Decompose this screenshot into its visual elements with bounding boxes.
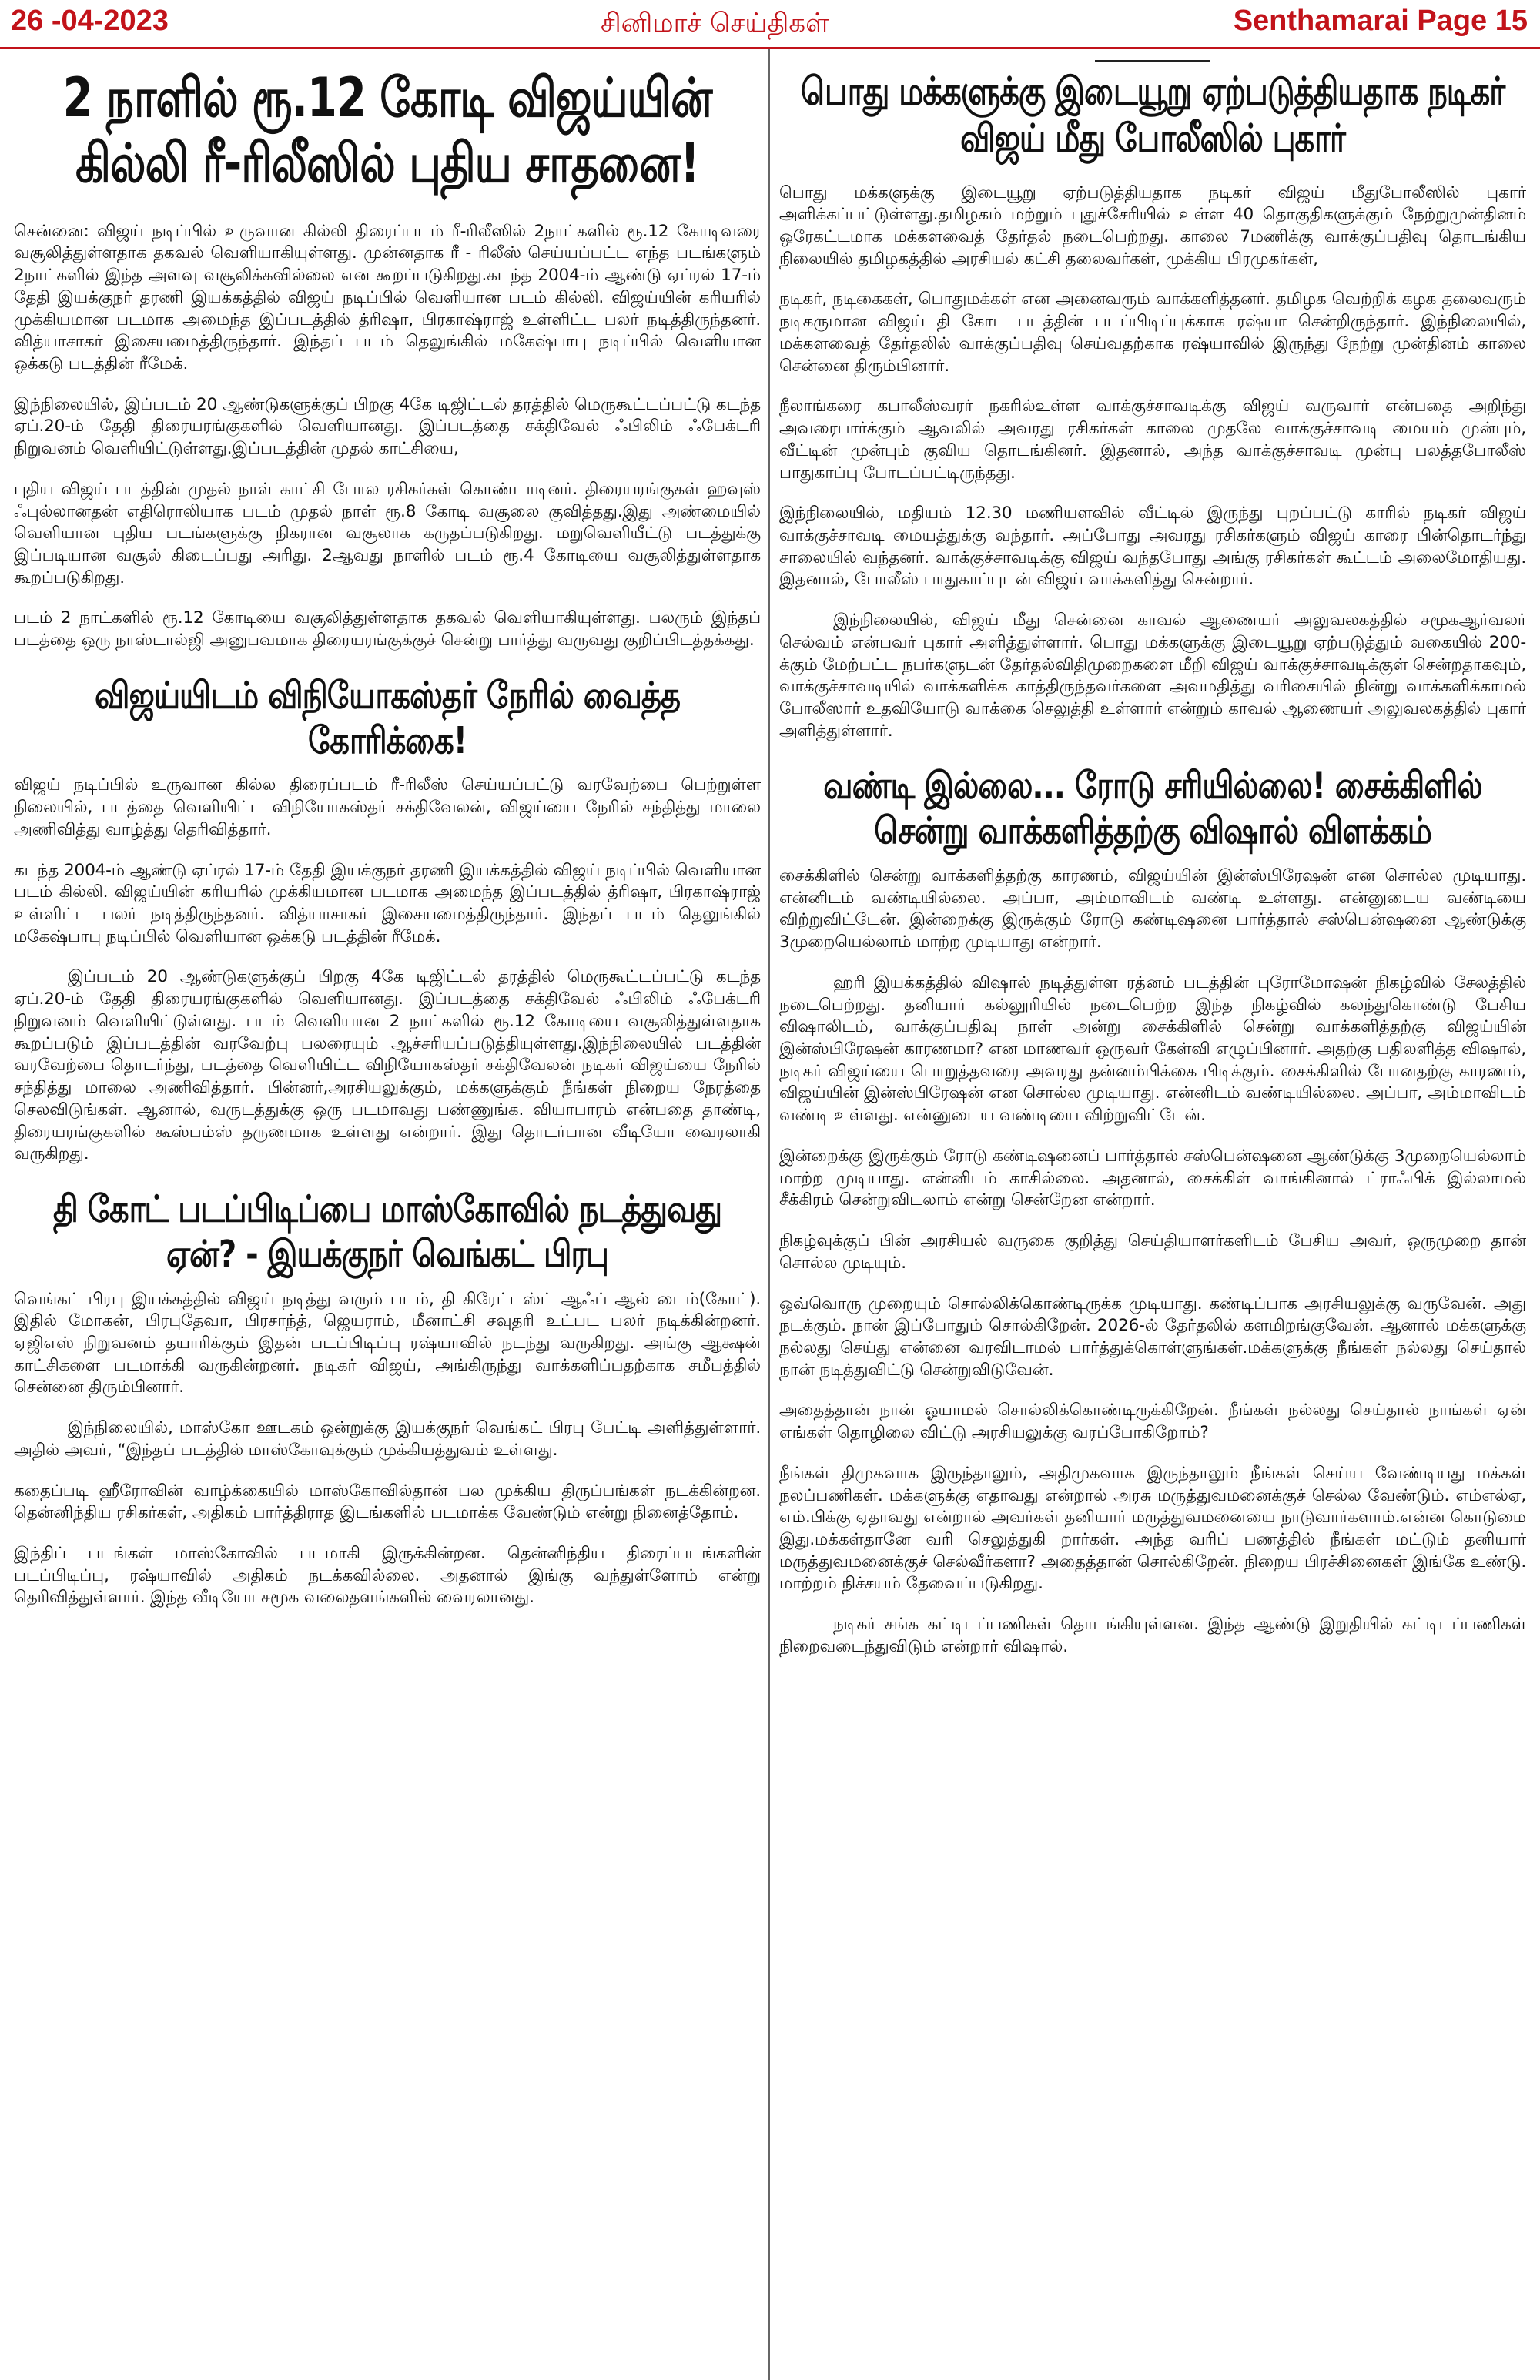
article-paragraph: இந்திப் படங்கள் மாஸ்கோவில் படமாகி இருக்கின்றன. தென்னிந்திய திரைப்படங்களின் படப்பிடிப்பு, ரஷ்யாவில் அதிகம் நடக்கவில்லை. அதனால் இங்கு வந்துள்ளோம் என்று தெரிவித்துள்ளார். இந்த வீடியோ சமூக வலைதளங்களில் வைரலானது.	[14, 1544, 761, 1608]
article-paragraph: சென்னை: விஜய் நடிப்பில் உருவான கில்லி திரைப்படம் ரீ-ரிலீஸில் 2நாட்களில் ரூ.12 கோடிவரை வசூலித்துள்ளதாக தகவல் வெளியாகியுள்ளது. முன்னதாக ரீ - ரிலீஸ் செய்யப்பட்ட எந்த படங்களும் 2நாட்களில் இந்த அளவு வசூலிக்கவில்லை என கூறப்படுகிறது.கடந்த 2004-ம் ஆண்டு ஏப்ரல் 17-ம் தேதி இயக்குநர் தரணி இயக்கத்தில் விஜய் நடிப்பில் வெளியான படம் கில்லி. விஜய்யின் கரியரில் முக்கியமான படமாக அமைந்த இப்படத்தில் த்ரிஷா, பிரகாஷ்ராஜ் உள்ளிட்ட பலர் நடித்திருந்தனர். வித்யாசாகர் இசையமைத்திருந்தார். இந்தப் படம் தெலுங்கில் மகேஷ்பாபு நடிப்பில் வெளியான ஒக்கடு படத்தின் ரீமேக்.	[14, 221, 761, 373]
headline-ghilli-rerelease: 2 நாளில் ரூ.12 கோடி விஜய்யின் கில்லி ரீ-ரிலீஸில் புதிய சாதனை!	[62, 67, 712, 196]
article-paragraph: நடிகர் சங்க கட்டிடப்பணிகள் தொடங்கியுள்ளன. இந்த ஆண்டு இறுதியில் கட்டிடப்பணிகள் நிறைவடைந்துவிடும் என்றார் விஷால்.	[779, 1615, 1526, 1656]
article-paragraph: இந்நிலையில், மாஸ்கோ ஊடகம் ஒன்றுக்கு இயக்குநர் வெங்கட் பிரபு பேட்டி அளித்துள்ளார். அதில் அவர், “இந்தப் படத்தில் மாஸ்கோவுக்கும் முக்கியத்துவம் உள்ளது.	[14, 1418, 761, 1460]
article-paragraph: இந்நிலையில், மதியம் 12.30 மணியளவில் வீட்டில் இருந்து புறப்பட்டு காரில் நடிகர் விஜய் வாக்குச்சாவடி மையத்துக்கு வந்தார். அப்போது அவரது ரசிகர்களும் விஜய் காரை பின்தொடர்ந்து சாலையில் வந்தனர். வாக்குச்சாவடிக்கு விஜய் வந்தபோது அங்கு ரசிகர்கள் கூட்டம் அலைமோதியது. இதனால், போலீஸ் பாதுகாப்புடன் விஜய் வாக்களித்து சென்றார்.	[779, 504, 1526, 590]
article-paragraph: நிகழ்வுக்குப் பின் அரசியல் வருகை குறித்து செய்தியாளர்களிடம் பேசிய அவர், ஒருமுறை தான் சொல்ல முடியும்.	[779, 1231, 1526, 1273]
headline-distributor-request: விஜய்யிடம் விநியோகஸ்தர் நேரில் வைத்த கோரிக்கை!	[94, 675, 681, 762]
article-paragraph: நடிகர், நடிகைகள், பொதுமக்கள் என அனைவரும் வாக்களித்தனர். தமிழக வெற்றிக் கழக தலைவரும் நடிகருமான விஜய் தி கோட படத்தின் படப்பிடிப்புக்காக ரஷ்யா சென்றிருந்தார். இந்நிலையில், மக்களவைத் தேர்தலில் வாக்குப்பதிவு செய்வதற்காக ரஷ்யாவில் இருந்து நேற்று முன்தினம் காலை சென்னை திரும்பினார்.	[779, 290, 1526, 376]
article-paragraph: பொது மக்களுக்கு இடையூறு ஏற்படுத்தியதாக நடிகர் விஜய் மீதுபோலீஸில் புகார் அளிக்கப்பட்டுள்ளது.தமிழகம் மற்றும் புதுச்சேரியில் உள்ள 40 தொகுதிகளுக்கும் நேற்றுமுன்தினம் ஒரேகட்டமாக மக்களவைத் தேர்தல் நடைபெற்றது. காலை 7மணிக்கு வாக்குப்பதிவு தொடங்கிய நிலையில் தமிழகத்தில் அரசியல் கட்சி தலைவர்கள், முக்கிய பிரமுகர்கள்,	[779, 182, 1526, 269]
article-paragraph: வெங்கட் பிரபு இயக்கத்தில் விஜய் நடித்து வரும் படம், தி கிரேட்டஸ்ட் ஆஃப் ஆல் டைம்(கோட்). இதில் மோகன், பிரபுதேவா, பிரசாந்த், ஜெயராம், மீனாட்சி சவுதரி உட்பட பலர் நடிக்கின்றனர். ஏஜிஎஸ் நிறுவனம் தயாரிக்கும் இதன் படப்பிடிப்பு ரஷ்யாவில் நடந்து வருகிறது. அங்கு ஆக்ஷன் காட்சிகளை படமாக்கி வருகின்றனர். நடிகர் விஜய், அங்கிருந்து வாக்களிப்பதற்காக சமீபத்தில் சென்னை திரும்பினார்.	[14, 1289, 761, 1398]
left-column	[14, 49, 761, 2380]
article-paragraph: கடந்த 2004-ம் ஆண்டு ஏப்ரல் 17-ம் தேதி இயக்குநர் தரணி இயக்கத்தில் விஜய் நடிப்பில் வெளியான படம் கில்லி. விஜய்யின் கரியரில் முக்கியமான படமாக அமைந்த இப்படத்தில் த்ரிஷா, பிரகாஷ்ராஜ் உள்ளிட்ட பலர் நடித்திருந்தனர். வித்யாசாகர் இசையமைத்திருந்தார். இந்தப் படம் தெலுங்கில் மகேஷ்பாபு நடிப்பில் வெளியான ஒக்கடு படத்தின் ரீமேக்.	[14, 860, 761, 946]
article-paragraph: இப்படம் 20 ஆண்டுகளுக்குப் பிறகு 4கே டிஜிட்டல் தரத்தில் மெருகூட்டப்பட்டு கடந்த ஏப்.20-ம் தேதி திரையரங்குகளில் வெளியானது. இப்படத்தை சக்திவேல் ஃபிலிம் ஃபேக்டரி நிறுவனம் வெளியிட்டுள்ளது. படம் வெளியான 2 நாட்களில் ரூ.12 கோடியை வசூலித்துள்ளதாக கூறப்படும் இப்படத்தின் வரவேற்பு பலரையும் ஆச்சரியப்படுத்தியுள்ளது.இந்நிலையில் படத்தின் வரவேற்பை தொடர்ந்து, படத்தை வெளியிட்ட விநியோகஸ்தர் சக்திவேலன் நடிகர் விஜய்யை நேரில் சந்தித்து மாலை அணிவித்தார். பின்னர்,அரசியலுக்கும், மக்களுக்கும் நீங்கள் நிறைய நேரத்தை செலவிடுங்கள். ஆனால், வருடத்துக்கு ஒரு படமாவது பண்ணுங்க. வியாபாரம் என்பதை தாண்டி, திரையரங்குகளில் கூஸ்பம்ஸ் தருணமாக உள்ளது என்றார். இது தொடர்பான வீடியோ வைரலாகி வருகிறது.	[14, 967, 761, 1164]
article-paragraph: புதிய விஜய் படத்தின் முதல் நாள் காட்சி போல ரசிகர்கள் கொண்டாடினர். திரையரங்குகள் ஹவுஸ் ஃபுல்லானதன் எதிரொலியாக படம் முதல் நாள் ரூ.8 கோடி வசூலை குவித்தது.இது அண்மையில் வெளியான புதிய படங்களுக்கு நிகரான வசூலாக கருதப்படுகிறது. மறுவெளியீட்டு படத்துக்கு இப்படியான வசூல் கிடைப்பது அரிது. 2ஆவது நாளில் படம் ரூ.4 கோடியை வசூலித்துள்ளதாக கூறப்படுகிறது.	[14, 479, 761, 587]
column-divider	[768, 49, 770, 2380]
article-paragraph: இன்றைக்கு இருக்கும் ரோடு கண்டிஷனைப் பார்த்தால் சஸ்பென்ஷனை ஆண்டுக்கு 3முறையெல்லாம் மாற்ற முடியாது. என்னிடம் காசில்லை. அதனால், சைக்கிள் வாங்கினால் ட்ராஃபிக் இல்லாமல் சீக்கிரம் சென்றுவிடலாம் என்று சென்றேன என்றார்.	[779, 1146, 1526, 1210]
masthead	[0, 0, 1540, 49]
article-paragraph: அதைத்தான் நான் ஓயாமல் சொல்லிக்கொண்டிருக்கிறேன். நீங்கள் நல்லது செய்தால் நாங்கள் ஏன் எங்கள் தொழிலை விட்டு அரசியலுக்கு வரப்போகிறோம்?	[779, 1401, 1526, 1443]
headline-vishal-cycle: வண்டி இல்லை... ரோடு சரியில்லை! சைக்கிளில் சென்று வாக்களித்தற்கு விஷால் விளக்கம்	[823, 765, 1482, 853]
article-paragraph: ஒவ்வொரு முறையும் சொல்லிக்கொண்டிருக்க முடியாது. கண்டிப்பாக அரசியலுக்கு வருவேன். அது நடக்கும். நான் இப்போதும் சொல்கிறேன். 2026-ல் தேர்தலில் களமிறங்குவேன். ஆனால் மக்களுக்கு நல்லது செய்து என்னை வரவிடாமல் பார்த்துக்கொள்ளுங்கள்.மக்களுக்கு நீங்கள் நல்லது செய்தால் நான் நடித்துவிட்டு சென்றுவிடுவேன்.	[779, 1294, 1526, 1380]
article-paragraph: விஜய் நடிப்பில் உருவான கில்ல திரைப்படம் ரீ-ரிலீஸ் செய்யப்பட்டு வரவேற்பை பெற்றுள்ள நிலையில், படத்தை வெளியிட்ட விநியோகஸ்தர் சக்திவேலன், விஜய்யை நேரில் சந்தித்து மாலை அணிவித்து வாழ்த்து தெரிவித்தார்.	[14, 775, 761, 839]
issue-date: 26 -04-2023	[11, 5, 169, 37]
paper-name-page: Senthamarai Page 15	[1233, 5, 1528, 37]
article-paragraph: நீங்கள் திமுகவாக இருந்தாலும், அதிமுகவாக இருந்தாலும் நீங்கள் செய்ய வேண்டியது மக்கள் நலப்பணிகள். மக்களுக்கு எதாவது என்றால் அரசு மருத்துவமனைக்குச் செல்ல வேண்டும். எம்எல்ஏ, எம்.பிக்கு ஏதாவது என்றால் அவர்கள் தனியார் மருத்துவமனையை நாடுவார்களாம்.என்ன கொடுமை இது.மக்கள்தானே வரி செலுத்துகி றார்கள். அந்த வரிப் பணத்தில் நீங்கள் மட்டும் தனியார் மருத்துவமனைக்குச் செல்வீர்களா? அதைத்தான் சொல்கிறேன். நிறைய பிரச்சினைகள் இங்கே உண்டு. மாற்றம் நிச்சயம் தேவைப்படுகிறது.	[779, 1463, 1526, 1594]
article-paragraph: இந்நிலையில், இப்படம் 20 ஆண்டுகளுக்குப் பிறகு 4கே டிஜிட்டல் தரத்தில் மெருகூட்டப்பட்டு கடந்த ஏப்.20-ம் தேதி திரையரங்குகளில் வெளியானது. இப்படத்தை சக்திவேல் ஃபிலிம் ஃபேக்டரி நிறுவனம் வெளியிட்டுள்ளது.இப்படத்தின் முதல் காட்சியை,	[14, 394, 761, 459]
article-paragraph: படம் 2 நாட்களில் ரூ.12 கோடியை வசூலித்துள்ளதாக தகவல் வெளியாகியுள்ளது. பலரும் இந்தப் படத்தை ஒரு நாஸ்டால்ஜி அனுபவமாக திரையரங்குக்குச் சென்று பார்த்து வருவது குறிப்பிடத்தக்கது.	[14, 608, 761, 651]
headline-goat-moscow: தி கோட் படப்பிடிப்பை மாஸ்கோவில் நடத்துவது ஏன்? - இயக்குநர் வெங்கட் பிரபு	[52, 1188, 722, 1276]
article-paragraph: ஹரி இயக்கத்தில் விஷால் நடித்துள்ள ரத்னம் படத்தின் புரோமோஷன் நிகழ்வில் சேலத்தில் நடைபெற்றது. தனியார் கல்லூரியில் நடைபெற்ற இந்த நிகழ்வில் கலந்துகொண்டு பேசிய விஷாலிடம், வாக்குப்பதிவு நாள் அன்று சைக்கிளில் சென்று வாக்களித்தற்கு விஜய்யின் இன்ஸ்பிரேஷன் காரணமா? என மாணவர் ஒருவர் கேள்வி எழுப்பினார். அதற்கு பதிலளித்த விஷால், நடிகர் விஜய்யை பொறுத்தவரை அவரது தன்னம்பிக்கை பிடிக்கும். சைக்கிளில் போனதற்கு காரணம், விஜய்யின் இன்ஸ்பிரேஷன் என சொல்ல முடியாது. என்னிடம் வண்டியில்லை. அப்பா, அம்மாவிடம் வண்டி உள்ளது. என்னுடைய வண்டியை விற்றுவிட்டேன்.	[779, 972, 1526, 1126]
article-paragraph: சைக்கிளில் சென்று வாக்களித்தற்கு காரணம், விஜய்யின் இன்ஸ்பிரேஷன் என சொல்ல முடியாது. என்னிடம் வண்டியில்லை. அப்பா, அம்மாவிடம் வண்டி உள்ளது. என்னுடைய வண்டியை விற்றுவிட்டேன். இன்றைக்கு இருக்கும் ரோடு கண்டிஷனை பார்த்தால் சஸ்பென்ஷனை ஆண்டுக்கு 3முறையெல்லாம் மாற்ற முடியாது என்றார்.	[779, 866, 1526, 952]
headline-rule	[1095, 60, 1210, 62]
section-title: சினிமாச் செய்திகள்	[601, 8, 829, 38]
right-column	[779, 49, 1526, 2380]
article-paragraph: இந்நிலையில், விஜய் மீது சென்னை காவல் ஆணையர் அலுவலகத்தில் சமூகஆர்வலர் செல்வம் என்பவர் புகார் அளித்துள்ளார். பொது மக்களுக்கு இடையூறு ஏற்படுத்தும் வகையில் 200-க்கும் மேற்பட்ட நபர்களுடன் தேர்தல்விதிமுறைகளை மீறி விஜய் வாக்குச்சாவடிக்குள் சென்றதாகவும், வாக்குச்சாவடியில் வாக்களிக்க காத்திருந்தவர்களை அவமதித்து வரிசையில் நின்று வாக்களிக்காமல் போலீஸார் உதவியோடு வாக்கை செலுத்தி உள்ளார் என்றும் காவல் ஆணையர் அலுவலகத்தில் புகார் அளித்துள்ளார்.	[779, 611, 1526, 741]
article-paragraph: கதைப்படி ஹீரோவின் வாழ்க்கையில் மாஸ்கோவில்தான் பல முக்கிய திருப்பங்கள் நடக்கின்றன. தென்னிந்திய ரசிகர்கள், அதிகம் பார்த்திராத இடங்களில் படமாக்க வேண்டும் என்று நினைத்தோம்.	[14, 1481, 761, 1523]
article-paragraph: நீலாங்கரை கபாலீஸ்வரர் நகரில்உள்ள வாக்குச்சாவடிக்கு விஜய் வருவார் என்பதை அறிந்து அவரைபார்க்கும் ஆவலில் அவரது ரசிகர்கள் காலை முதலே வாக்குச்சாவடி மையம் முன்பும், வீட்டின் முன்பும் குவிய தொடங்கினர். இதனால், அந்த வாக்குச்சாவடி முன்பு பலத்தபோலீஸ் பாதுகாப்பு போடப்பட்டிருந்தது.	[779, 397, 1526, 483]
headline-vijay-police-complaint: பொது மக்களுக்கு இடையூறு ஏற்படுத்தியதாக நடிகர் விஜய் மீது போலீஸில் புகார்	[800, 69, 1505, 161]
